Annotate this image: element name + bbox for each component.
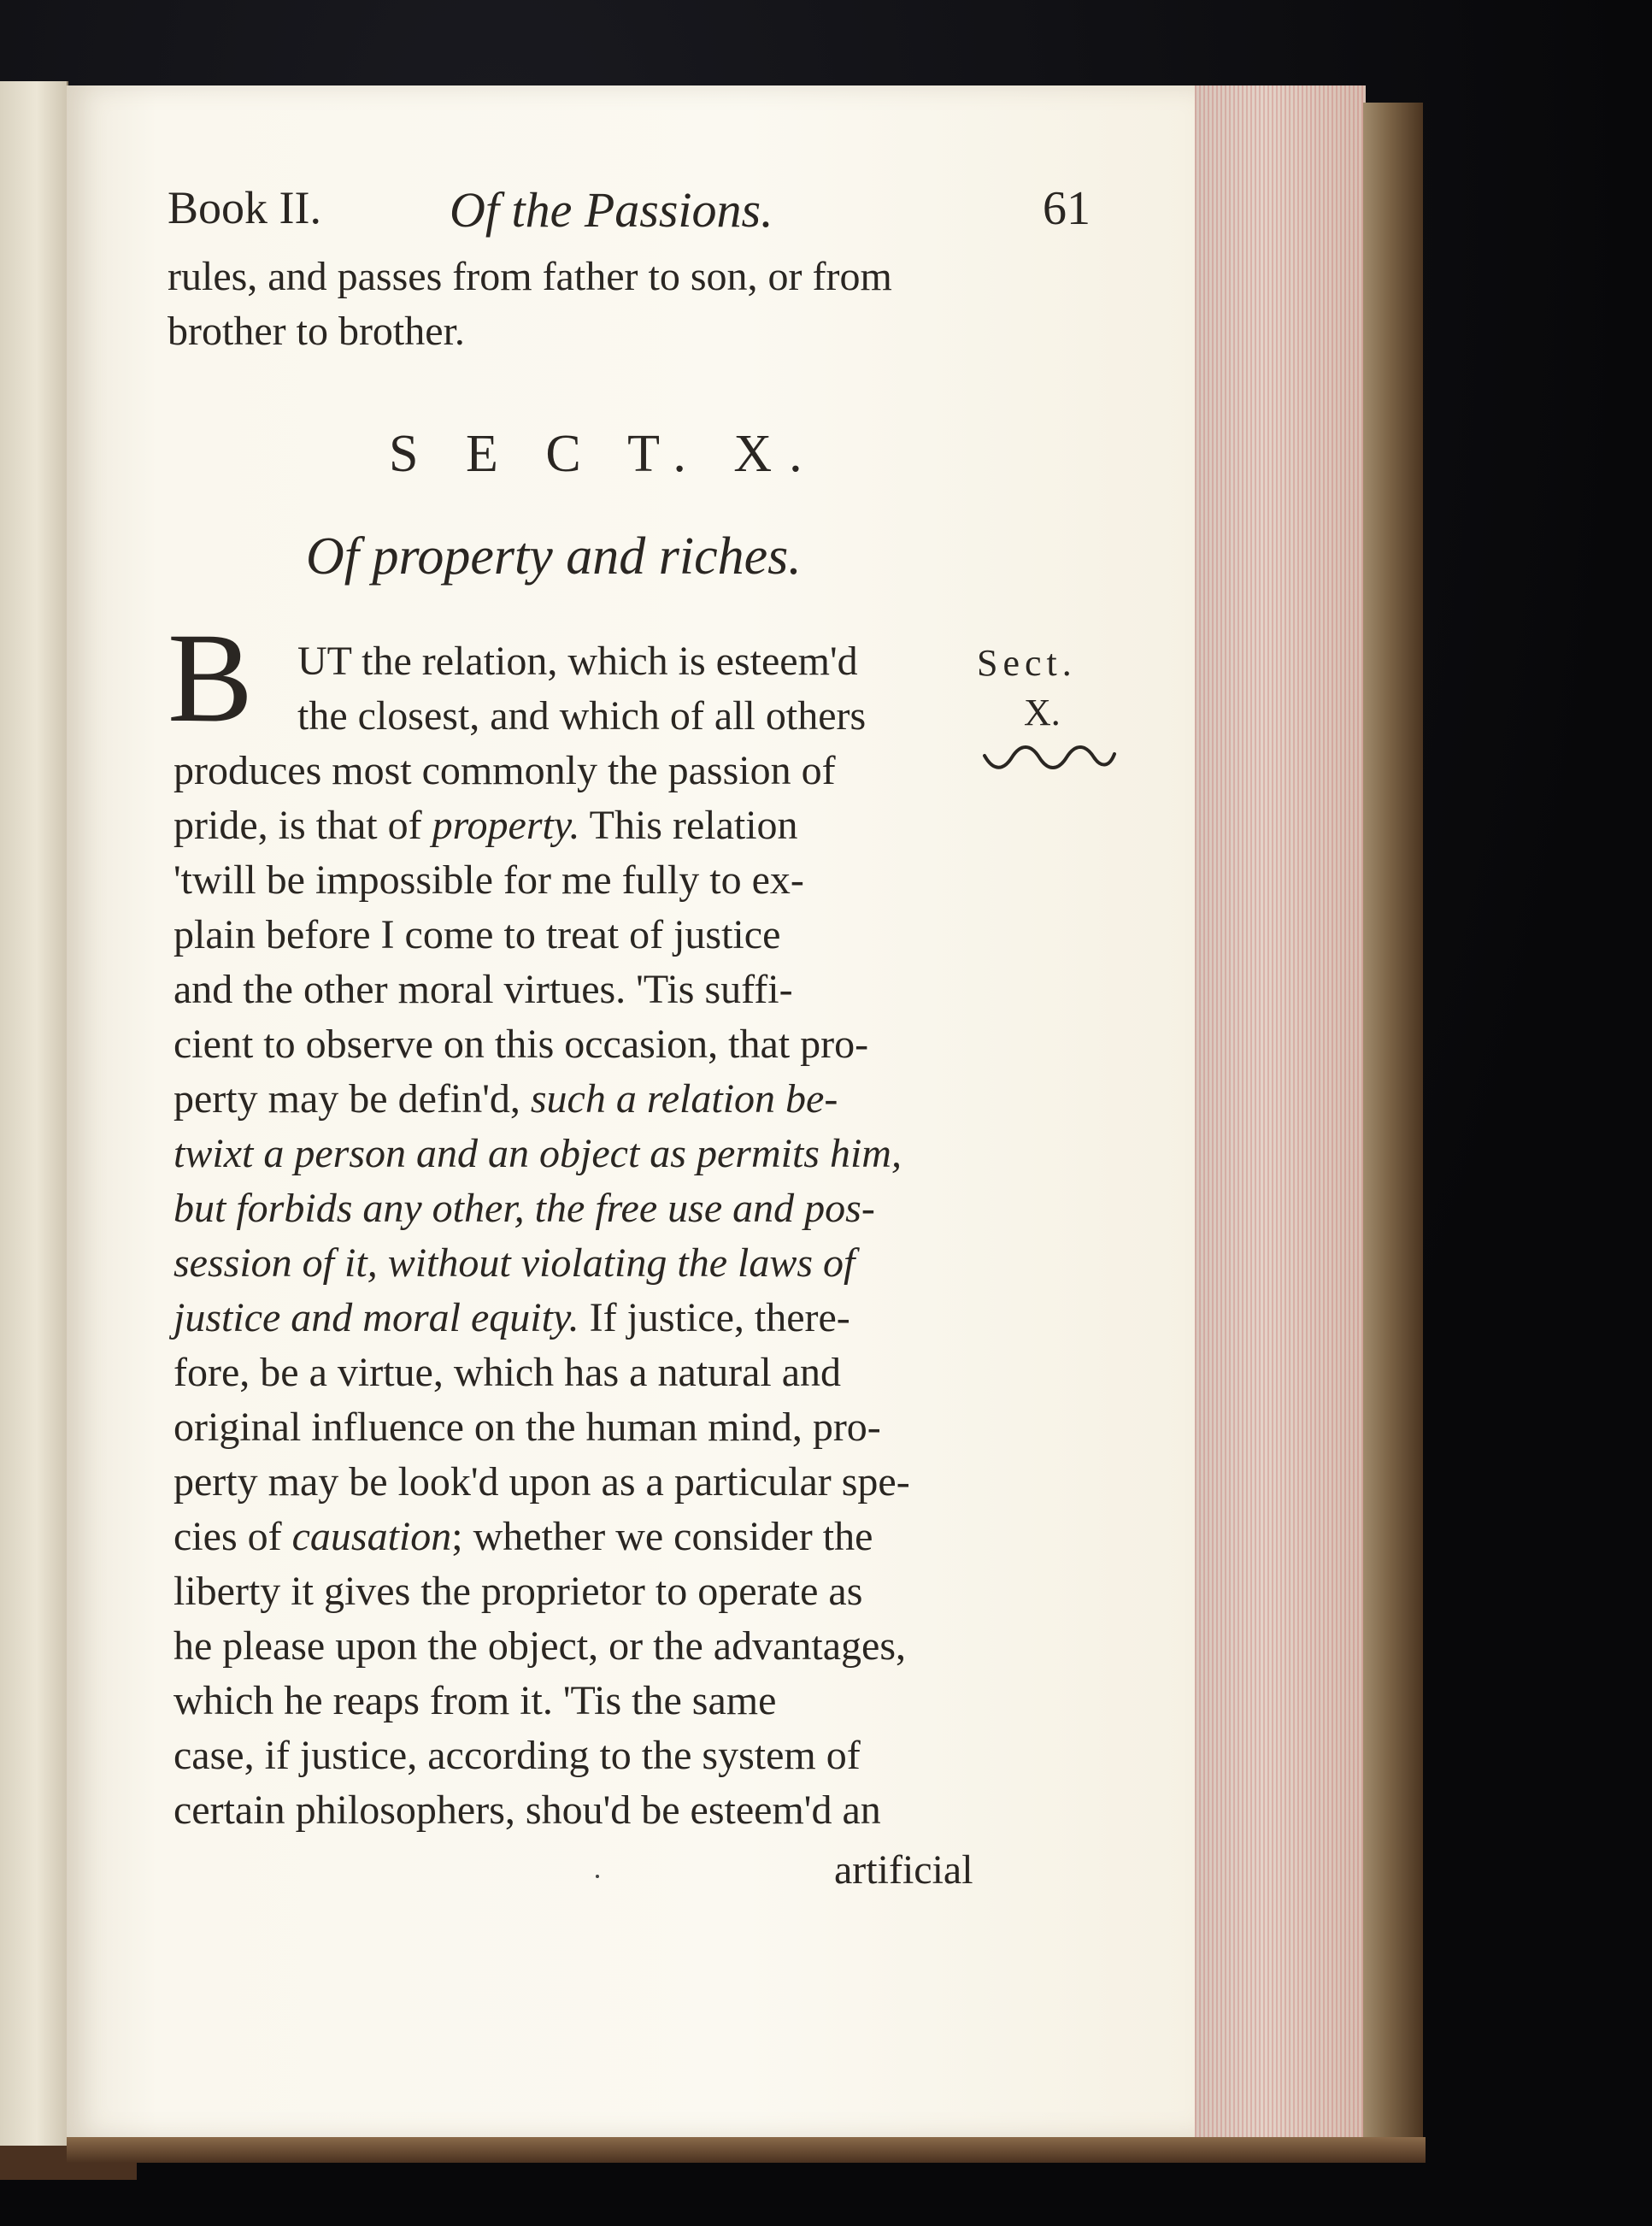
paragraph-line bbox=[297, 634, 974, 689]
continuation-line: rules, and passes from father to son, or from bbox=[168, 254, 892, 299]
roman-text: produces most commonly the passion of bbox=[173, 748, 836, 793]
italic-text: twixt a person and an object as permits him, bbox=[173, 1131, 902, 1176]
italic-text: property. bbox=[432, 803, 580, 848]
paragraph-line bbox=[173, 1400, 974, 1455]
section-heading: S E C T. X. bbox=[389, 425, 820, 483]
wavy-ornament-icon bbox=[981, 737, 1118, 778]
roman-text: cies of bbox=[173, 1514, 292, 1559]
paragraph-line bbox=[173, 1455, 974, 1510]
roman-text: and the other moral virtues. 'Tis suffi- bbox=[173, 967, 793, 1012]
ink-speck bbox=[596, 1875, 599, 1878]
section-subheading: Of property and riches. bbox=[306, 527, 802, 586]
running-header bbox=[168, 181, 1091, 241]
roman-text: This relation bbox=[579, 803, 798, 848]
paragraph-line bbox=[173, 1346, 974, 1400]
page-number: 61 bbox=[1043, 182, 1091, 235]
roman-text: case, if justice, according to the system of bbox=[173, 1733, 861, 1778]
italic-text: causation bbox=[291, 1514, 452, 1559]
paragraph-line bbox=[173, 1674, 974, 1728]
paragraph-line bbox=[173, 853, 974, 908]
book-binding bbox=[1363, 103, 1423, 2146]
paragraph-line bbox=[173, 1291, 974, 1346]
roman-text: perty may be defin'd, bbox=[173, 1076, 531, 1122]
italic-text: session of it, without violating the laws of bbox=[173, 1240, 855, 1286]
roman-text: plain before I come to treat of justice bbox=[173, 912, 781, 957]
paragraph-line bbox=[297, 689, 974, 744]
roman-text: cient to observe on this occasion, that pro- bbox=[173, 1022, 869, 1067]
italic-text: such a relation be- bbox=[530, 1076, 838, 1122]
paragraph-line bbox=[173, 1564, 974, 1619]
roman-text: ; whether we consider the bbox=[451, 1514, 873, 1559]
margin-note-number: X. bbox=[1024, 692, 1061, 733]
paragraph-line bbox=[173, 1127, 974, 1181]
paragraph-line bbox=[173, 1181, 974, 1236]
paragraph-line bbox=[173, 1236, 974, 1291]
roman-text: which he reaps from it. 'Tis the same bbox=[173, 1678, 777, 1723]
roman-text: the closest, and which of all others bbox=[297, 693, 867, 739]
paragraph-line bbox=[173, 908, 974, 963]
previous-page-edge bbox=[0, 81, 68, 2167]
roman-text: pride, is that of bbox=[173, 803, 432, 848]
paragraph-line bbox=[173, 1728, 974, 1783]
catchword: artificial bbox=[834, 1847, 973, 1893]
paragraph-line bbox=[173, 744, 974, 798]
roman-text: perty may be look'd upon as a particular spe- bbox=[173, 1459, 910, 1505]
roman-text: fore, be a virtue, which has a natural and bbox=[173, 1350, 842, 1395]
bottom-cover-edge bbox=[67, 2137, 1426, 2163]
paragraph-line bbox=[173, 963, 974, 1017]
roman-text: certain philosophers, shou'd be esteem'd an bbox=[173, 1787, 881, 1833]
paragraph-line bbox=[173, 1072, 974, 1127]
paragraph-line bbox=[173, 1017, 974, 1072]
italic-text: but forbids any other, the free use and pos- bbox=[173, 1186, 875, 1231]
paragraph-line bbox=[173, 798, 974, 853]
fore-edge-pages bbox=[1195, 85, 1366, 2146]
running-title: Of the Passions. bbox=[450, 182, 773, 238]
roman-text: original influence on the human mind, pro- bbox=[173, 1404, 881, 1450]
italic-text: justice and moral equity. bbox=[173, 1295, 579, 1340]
roman-text: liberty it gives the proprietor to operate as bbox=[173, 1569, 863, 1614]
roman-text: 'twill be impossible for me fully to ex- bbox=[173, 857, 804, 903]
roman-text: he please upon the object, or the advantages, bbox=[173, 1623, 907, 1669]
margin-note-sect: Sect. bbox=[977, 642, 1077, 684]
drop-cap: B bbox=[168, 607, 254, 749]
book-label: Book II. bbox=[168, 182, 321, 233]
continuation-line: brother to brother. bbox=[168, 309, 465, 354]
paragraph-line bbox=[173, 1510, 974, 1564]
roman-text: UT the relation, which is esteem'd bbox=[297, 639, 858, 684]
roman-text: If justice, there- bbox=[579, 1295, 850, 1340]
paragraph-line bbox=[173, 1619, 974, 1674]
paragraph-line bbox=[173, 1783, 974, 1838]
